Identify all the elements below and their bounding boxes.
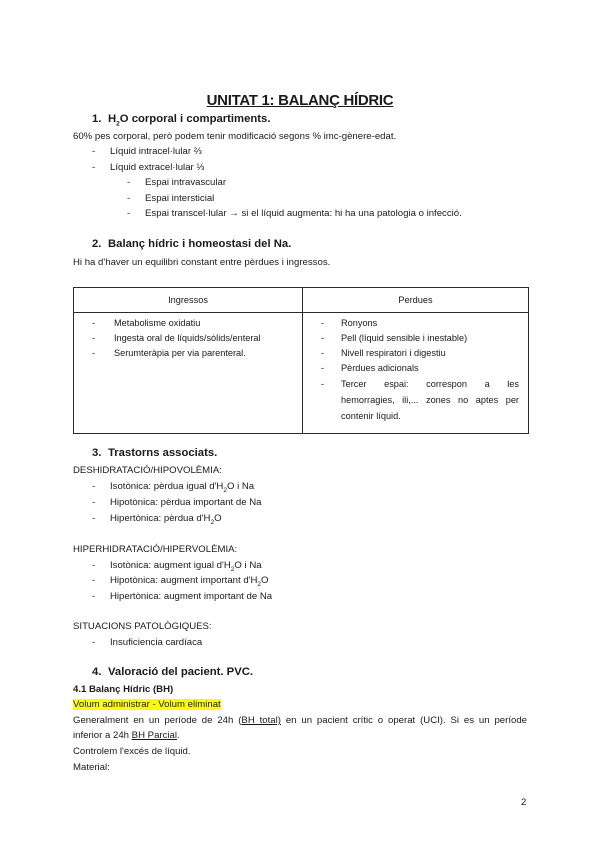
section-2-heading: 2. Balanç hídric i homeostasi del Na.: [92, 238, 292, 250]
section-2-intro: Hi ha d'haver un equilibri constant entre pèrdues i ingressos.: [73, 257, 331, 268]
bullet-dash: -: [321, 333, 325, 343]
sub-list-item: Espai intersticial: [145, 193, 215, 204]
list-item: Pèrdues adicionals: [341, 363, 419, 373]
bullet-dash: -: [127, 193, 131, 204]
list-item-line: hemorragies, ili,... zones no aptes per: [341, 395, 519, 405]
section-1-heading: 1. $H_2O$ corporal i compartiments.: [92, 113, 271, 128]
bullet-dash: -: [92, 481, 96, 492]
bullet-dash: -: [92, 575, 96, 586]
bullet-dash: -: [92, 560, 96, 571]
table-cell-ingressos: [74, 313, 303, 434]
paragraph-line: inferior a 24h BH Parcial.: [73, 730, 180, 741]
bullet-dash: -: [321, 379, 325, 389]
list-item: Metabolisme oxidatiu: [114, 318, 201, 328]
list-item: Líquid intracel·lular ⅔: [110, 146, 202, 157]
sub-list-item: Espai transcel·lular → si el líquid augmenta: hi ha una patologia o infecció.: [145, 208, 462, 219]
bullet-dash: -: [92, 513, 96, 524]
bullet-dash: -: [92, 162, 96, 173]
page-number: 2: [521, 797, 527, 808]
list-item: Hipertònica: augment important de Na: [110, 591, 273, 602]
paragraph-line: Material:: [73, 762, 110, 773]
table-cell-perdues: [303, 313, 529, 434]
list-item: Hipotònica: pèrdua important de Na: [110, 497, 262, 508]
section-3-heading: 3. Trastorns associats.: [92, 447, 218, 459]
list-item-line: Tercer espai: correspon a les: [341, 379, 519, 389]
list-item: Serumteràpia per via parenteral.: [114, 348, 246, 358]
list-item: Ingesta oral de líquids/sòlids/enteral: [114, 333, 261, 343]
list-item: Isotònica: pèrdua igual $d'H_2O$ i Na: [110, 481, 255, 494]
balance-table: [73, 287, 529, 434]
group-title: HIPERHIDRATACIÓ/HIPERVOLÈMIA:: [73, 544, 238, 555]
bullet-dash: -: [321, 318, 325, 328]
table-header-perdues: Perdues: [303, 288, 529, 313]
list-item: Isotònica: augment igual $d'H_2O$ i Na: [110, 560, 262, 573]
highlighted-formula: Volum administrar - Volum eliminat: [73, 699, 221, 710]
paragraph-line: Controlem l'excés de líquid.: [73, 746, 191, 757]
list-item: Insuficiencia cardíaca: [110, 637, 203, 648]
list-item: Pell (líquid sensible i inestable): [341, 333, 468, 343]
sub-list-item: Espai intravascular: [145, 177, 227, 188]
bullet-dash: -: [321, 348, 325, 358]
list-item: Ronyons: [341, 318, 378, 328]
bullet-dash: -: [92, 591, 96, 602]
list-item: Hipertònica: pèrdua $d'H_2O$: [110, 513, 222, 526]
bullet-dash: -: [92, 146, 96, 157]
group-title: SITUACIONS PATOLÒGIQUES:: [73, 621, 212, 632]
bullet-dash: -: [92, 637, 96, 648]
bullet-dash: -: [127, 208, 131, 219]
bullet-dash: -: [92, 318, 96, 328]
section-4-heading: 4. Valoració del pacient. PVC.: [92, 666, 254, 678]
bullet-dash: -: [92, 348, 96, 358]
bullet-dash: -: [92, 333, 96, 343]
list-item: Hipotònica: augment important $d'H_2O$: [110, 575, 269, 588]
group-title: DESHIDRATACIÓ/HIPOVOLÈMIA:: [73, 465, 222, 476]
section-1-intro: 60% pes corporal, però podem tenir modificació segons % imc-gènere-edat.: [73, 131, 397, 142]
page-title: UNITAT 1: BALANÇ HÍDRIC: [206, 92, 394, 109]
list-item: Líquid extracel·lular ⅓: [110, 162, 205, 173]
bullet-dash: -: [321, 363, 325, 373]
paragraph-line: Generalment en un període de 24h (BH total) en un pacient crític o operat (UCI). Si es un període: [73, 715, 527, 726]
table-header-ingressos: Ingressos: [74, 288, 303, 313]
list-item: Nivell respiratori i digestiu: [341, 348, 446, 358]
subsection-heading: 4.1 Balanç Hídric (BH): [73, 684, 174, 695]
bullet-dash: -: [92, 497, 96, 508]
list-item-line: contenir líquid.: [341, 411, 401, 421]
bullet-dash: -: [127, 177, 131, 188]
